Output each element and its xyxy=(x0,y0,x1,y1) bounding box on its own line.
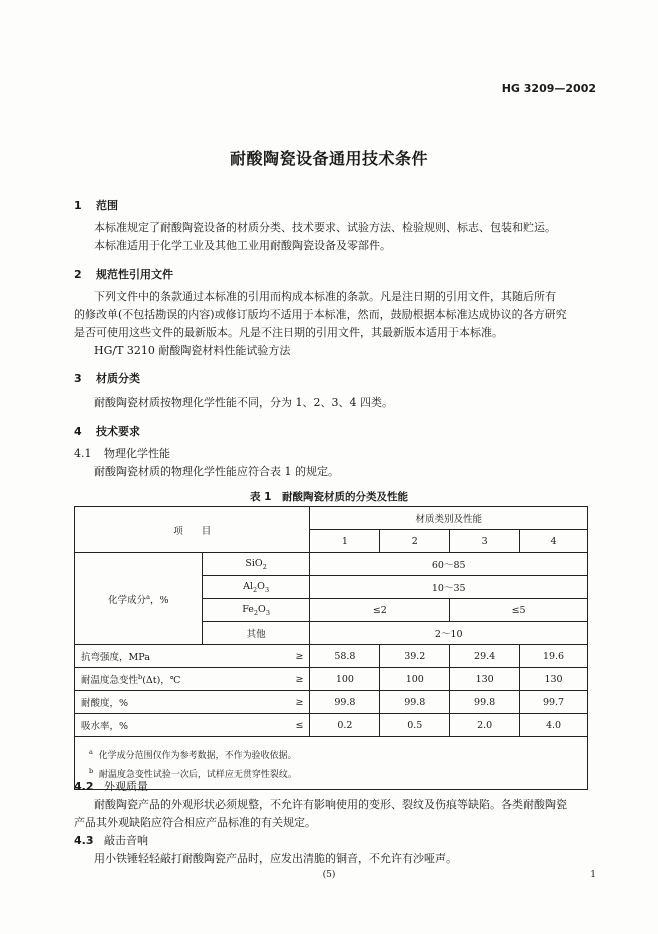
section-title: 范围 xyxy=(96,199,118,212)
table-row xyxy=(75,645,588,668)
cell-value: 4.0 xyxy=(520,714,588,737)
section-4-heading xyxy=(74,423,140,439)
sio2-value: 60～85 xyxy=(310,553,588,576)
section-3-heading xyxy=(74,370,140,386)
cell-value: 130 xyxy=(450,668,520,691)
section-1-heading xyxy=(74,197,118,213)
cell-value: 99.8 xyxy=(380,691,450,714)
paragraph: 下列文件中的条款通过本标准的引用而构成本标准的条款。凡是注日期的引用文件，其随后所有 xyxy=(94,290,556,303)
table-header-row xyxy=(75,507,588,530)
subsection-number: 4.1 xyxy=(74,447,92,460)
cell-value: 99.8 xyxy=(450,691,520,714)
section-title: 材质分类 xyxy=(96,372,140,385)
paragraph: 本标准规定了耐酸陶瓷设备的材质分类、技术要求、试验方法、检验规则、标志、包装和贮运。 xyxy=(94,221,556,234)
sio2-label: SiO$_2$ xyxy=(202,553,310,576)
row-label: 抗弯强度，MPa xyxy=(75,645,287,668)
class-header: 2 xyxy=(380,530,450,553)
subsection-title: 敲击音响 xyxy=(104,834,148,847)
al2o3-value: 10～35 xyxy=(310,576,588,599)
header-item-cell: 项 目 xyxy=(75,507,310,553)
page-number-right: 1 xyxy=(590,870,596,880)
table-note-a: $^a$ 化学成分范围仅作为参考数据，不作为验收依据。 xyxy=(75,737,588,764)
cell-value: 0.2 xyxy=(310,714,380,737)
section-title: 技术要求 xyxy=(96,425,140,438)
paragraph: 的修改单(不包括勘误的内容)或修订版均不适用于本标准，然而，鼓励根据本标准达成协议的各方研究 xyxy=(74,308,567,321)
cell-value: 29.4 xyxy=(450,645,520,668)
cell-value: 2.0 xyxy=(450,714,520,737)
class-header: 3 xyxy=(450,530,520,553)
row-label: 耐酸度，% xyxy=(75,691,287,714)
section-title: 规范性引用文件 xyxy=(96,268,173,281)
cell-value: 0.5 xyxy=(380,714,450,737)
class-header: 1 xyxy=(310,530,380,553)
reference: HG/T 3210 耐酸陶瓷材料性能试验方法 xyxy=(94,344,291,357)
section-number: 4 xyxy=(74,425,82,438)
standard-code: HG 3209—2002 xyxy=(501,82,596,95)
subsection-title: 物理化学性能 xyxy=(104,447,170,460)
operator: ≥ xyxy=(286,691,310,714)
operator: ≥ xyxy=(286,645,310,668)
cell-value: 19.6 xyxy=(520,645,588,668)
subsection-title: 外观质量 xyxy=(104,780,148,793)
header-group-cell: 材质类别及性能 xyxy=(310,507,588,530)
section-number: 3 xyxy=(74,372,82,385)
paragraph: 是否可使用这些文件的最新版本。凡是不注日期的引用文件，其最新版本适用于本标准。 xyxy=(74,326,503,339)
cell-value: 39.2 xyxy=(380,645,450,668)
properties-table xyxy=(74,506,588,790)
fe2o3-value-34: ≤5 xyxy=(450,599,588,622)
subsection-4-2-heading xyxy=(74,779,148,794)
subsection-number: 4.3 xyxy=(74,834,94,847)
cell-value: 100 xyxy=(310,668,380,691)
table-row xyxy=(75,553,588,576)
cell-value: 99.7 xyxy=(520,691,588,714)
table-caption: 表 1 耐酸陶瓷材质的分类及性能 xyxy=(250,491,408,503)
subsection-4-3-heading xyxy=(74,833,148,848)
cell-value: 130 xyxy=(520,668,588,691)
row-label: 吸水率，% xyxy=(75,714,287,737)
operator: ≤ xyxy=(286,714,310,737)
al2o3-label: $Al_2O_3$ xyxy=(202,576,310,599)
operator: ≥ xyxy=(286,668,310,691)
other-value: 2～10 xyxy=(310,622,588,645)
cell-value: 99.8 xyxy=(310,691,380,714)
paragraph: 产品其外观缺陷应符合相应产品标准的有关规定。 xyxy=(74,816,316,829)
document-title: 耐酸陶瓷设备通用技术条件 xyxy=(229,149,428,168)
table-note-row xyxy=(75,737,588,764)
paragraph: 耐酸陶瓷材质按物理化学性能不同，分为 1、2、3、4 四类。 xyxy=(94,396,393,409)
page-number-center: (5) xyxy=(322,870,336,880)
table-row xyxy=(75,668,588,691)
table-note-b: $^b$ 耐温度急变性试验一次后，试样应无贯穿性裂纹。 xyxy=(75,763,588,790)
section-2-heading xyxy=(74,266,173,282)
table-row xyxy=(75,714,588,737)
paragraph: 耐酸陶瓷材质的物理化学性能应符合表 1 的规定。 xyxy=(94,465,339,478)
chem-composition-label: 化学成分$^a$，% xyxy=(75,553,203,645)
cell-value: 58.8 xyxy=(310,645,380,668)
table-note-row xyxy=(75,763,588,790)
paragraph: 用小铁锤轻轻敲打耐酸陶瓷产品时，应发出清脆的铜音，不允许有沙哑声。 xyxy=(94,852,457,865)
paragraph: 耐酸陶瓷产品的外观形状必须规整，不允许有影响使用的变形、裂纹及伤痕等缺陷。各类耐酸陶瓷 xyxy=(94,798,567,811)
cell-value: 100 xyxy=(380,668,450,691)
section-number: 2 xyxy=(74,268,82,281)
paragraph: 本标准适用于化学工业及其他工业用耐酸陶瓷设备及零部件。 xyxy=(94,239,391,252)
subsection-4-1-heading xyxy=(74,446,170,461)
row-label: 耐温度急变性$^b$(Δt)，℃ xyxy=(75,668,287,691)
fe2o3-label: $Fe_2O_3$ xyxy=(202,599,310,622)
class-header: 4 xyxy=(520,530,588,553)
fe2o3-value-12: ≤2 xyxy=(310,599,450,622)
section-number: 1 xyxy=(74,199,82,212)
other-label: 其他 xyxy=(202,622,310,645)
subsection-number: 4.2 xyxy=(74,780,94,793)
table-row xyxy=(75,691,588,714)
